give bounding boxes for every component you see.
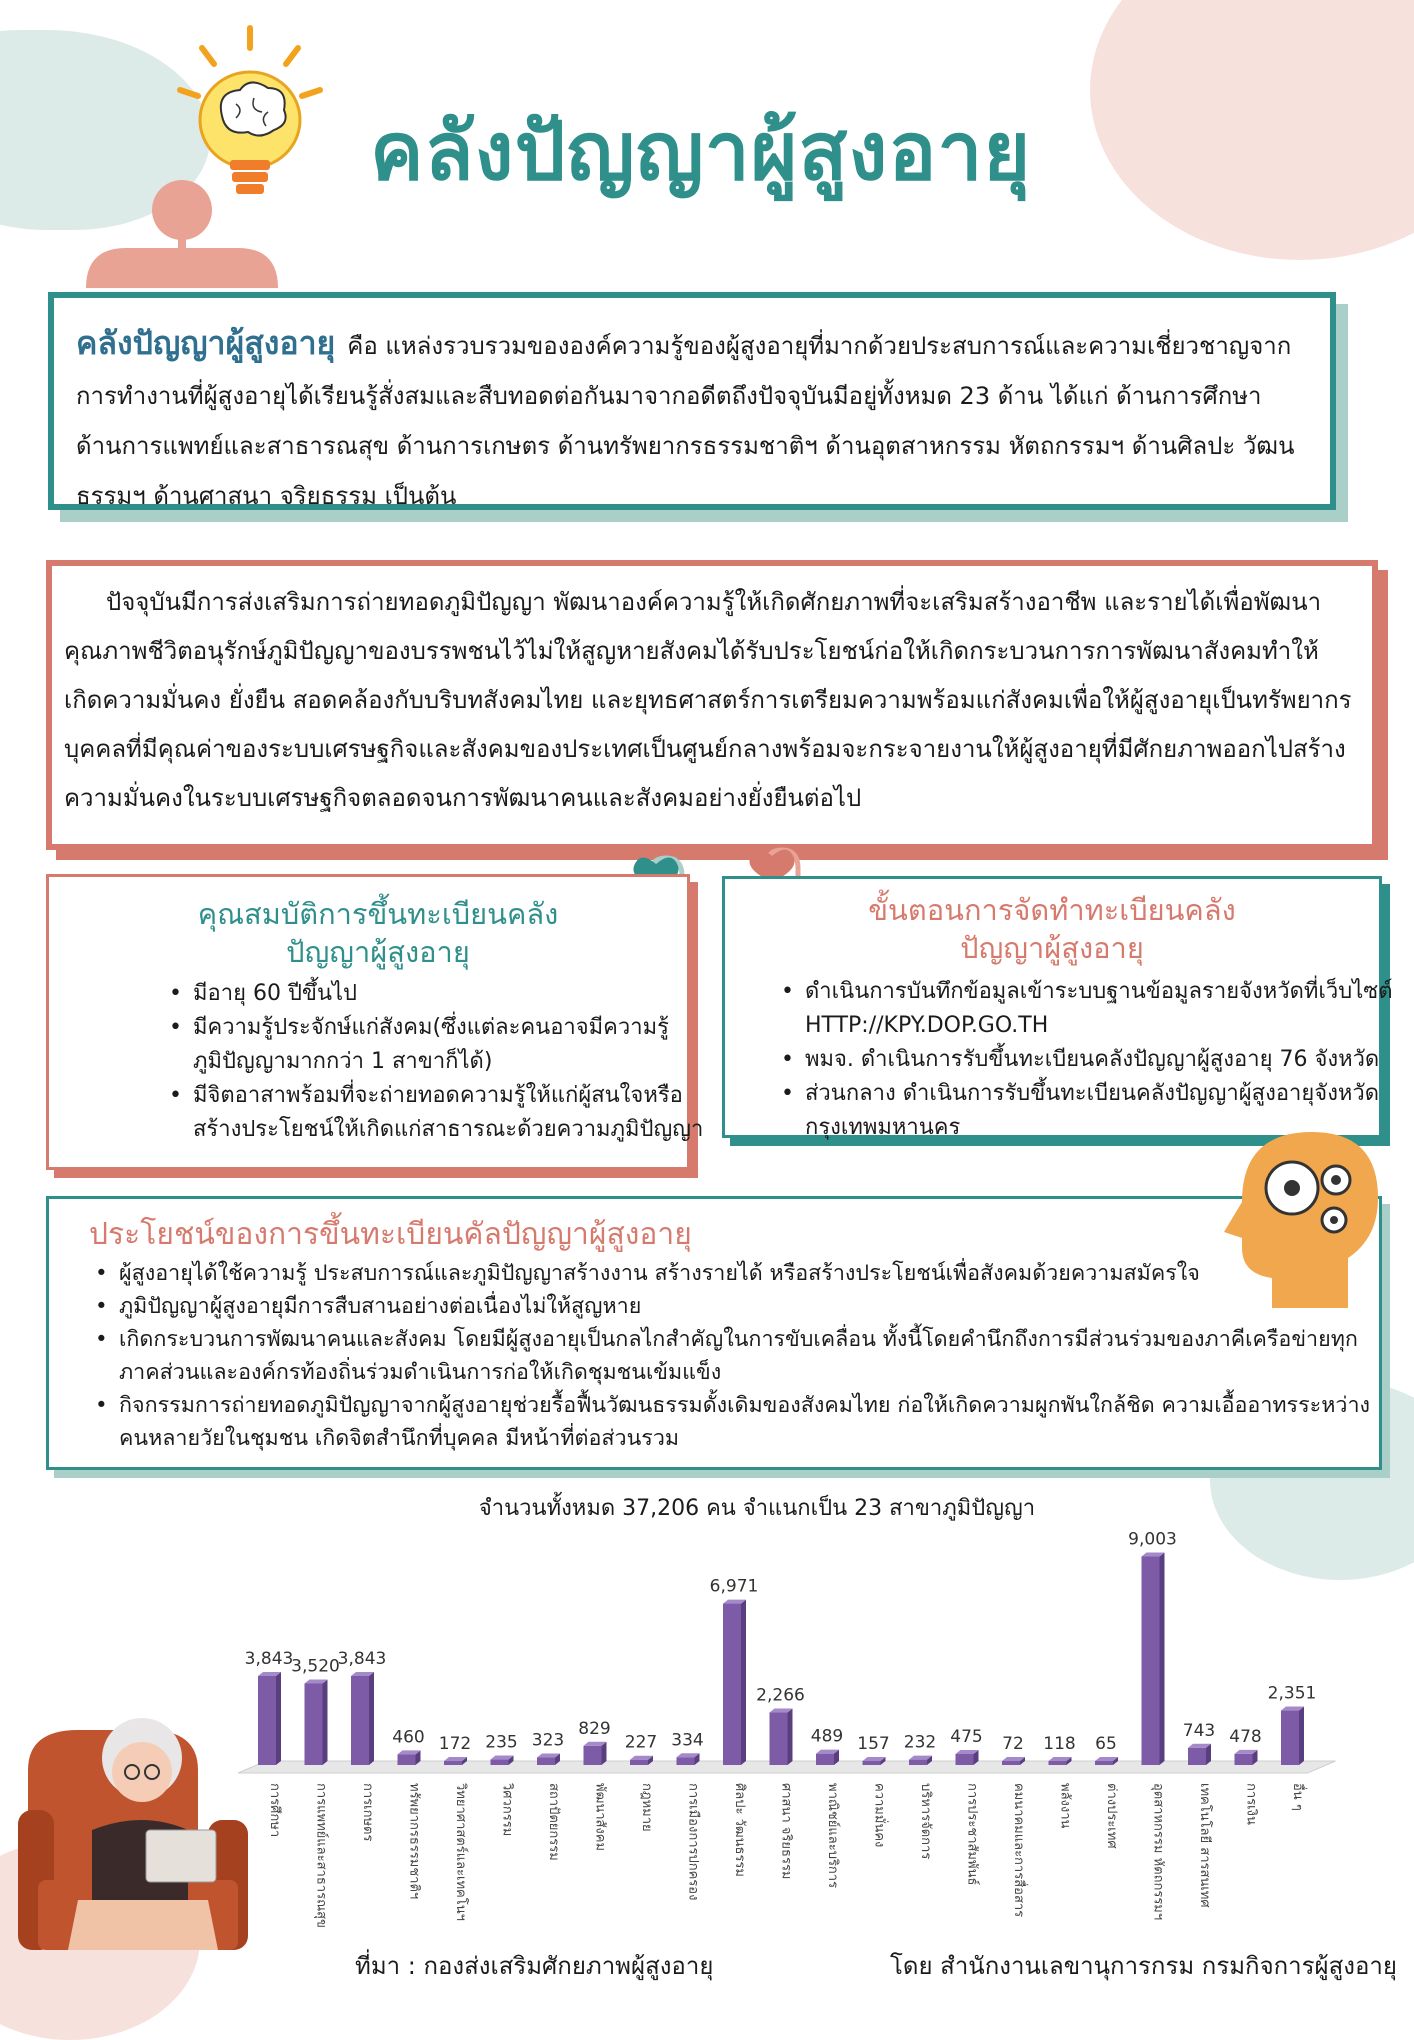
chart-bar <box>863 1761 881 1765</box>
chart-category-label: กฎหมาย <box>639 1783 654 1832</box>
steps-heading: ขั้นตอนการจัดทำทะเบียนคลังปัญญาผู้สูงอายุ <box>868 893 1236 965</box>
list-item: • กิจกรรมการถ่ายทอดภูมิปัญญาจากผู้สูงอายุช่วยรื้อฟื้นวัฒนธรรมดั้งเดิมของสังคมไทย ก่อให้เกิดความผูกพันใกล้ชิด ความเอื้ออาทรระหว่างคนหลายวัยในชุมชน เกิดจิตสำนึกที่บุคคล มีหน้าที่ต่อส่วนรวม <box>101 1389 1381 1455</box>
chart-data-label: 475 <box>950 1727 983 1747</box>
chart-bar <box>491 1760 509 1765</box>
chart-category-label: การเงิน <box>1243 1783 1259 1825</box>
chart-bar <box>677 1757 695 1765</box>
steps-list <box>761 975 1407 1145</box>
chart-bar <box>537 1758 555 1765</box>
chart-data-label: 3,520 <box>291 1656 340 1677</box>
chart-data-label: 2,266 <box>756 1685 805 1706</box>
chart-data-label: 460 <box>392 1727 425 1748</box>
paper-clip-holder-icon <box>82 178 282 298</box>
chart-data-label: 65 <box>1095 1734 1117 1754</box>
registration-steps-box <box>722 876 1393 1140</box>
qualifications-list <box>149 977 715 1147</box>
chart-bar <box>305 1683 323 1765</box>
definition-term: คลังปัญญาผู้สูงอายุ <box>76 324 336 362</box>
chart-category-label: การประชาสัมพันธ์ <box>964 1783 980 1886</box>
list-item: • เกิดกระบวนการพัฒนาคนและสังคม โดยมีผู้สูงอายุเป็นกลไกสำคัญในการขับเคลื่อน ทั้งนี้โดยคำนึกถึงการมีส่วนร่วมของภาคีเครือข่ายทุกภาคส่วนและองค์กรท้องถิ่นร่วมดำเนินการก่อให้เกิดชุมชนเข้มแข็ง <box>101 1323 1381 1389</box>
chart-data-label: 478 <box>1229 1726 1262 1747</box>
list-item: • ดำเนินการบันทึกข้อมูลเข้าระบบฐานข้อมูลรายจังหวัดที่เว็บไซต์ HTTP://KPY.DOP.GO.TH <box>787 975 1407 1043</box>
benefits-list <box>75 1257 1381 1455</box>
chart-category-label: พัฒนาสังคม <box>592 1783 608 1852</box>
list-item: • มีอายุ 60 ปีขึ้นไป <box>175 977 715 1011</box>
chart-bar-side <box>788 1709 793 1765</box>
chart-category-label: พาณิชย์และบริการ <box>825 1783 840 1889</box>
chart-bar <box>1002 1761 1020 1765</box>
chart-bar <box>444 1761 462 1765</box>
list-item: • มีความรู้ประจักษ์แก่สังคม(ซึ่งแต่ละคนอาจมีความรู้ภูมิปัญญามากกว่า 1 สาขาก็ได้) <box>175 1011 715 1079</box>
chart-bar <box>258 1676 276 1765</box>
chart-category-label: คมนาคมและการสื่อสาร <box>1011 1783 1026 1918</box>
chart-bar <box>351 1676 369 1765</box>
chart-bar <box>1142 1557 1160 1765</box>
intro-paragraph: ปัจจุบันมีการส่งเสริมการถ่ายทอดภูมิปัญญา พัฒนาองค์ความรู้ให้เกิดศักยภาพที่จะเสริมสร้างอาชีพ และรายได้เพื่อพัฒนาคุณภาพชีวิตอนุรักษ์ภูมิปัญญาของบรรพชนไว้ไม่ให้สูญหายสังคมได้รับประโยชน์ก่อให้เกิดกระบวนการการพัฒนาสังคมทำให้เกิดความมั่นคง ยั่งยืน สอดคล้องกับบริบทสังคมไทย และยุทธศาสตร์การเตรียมความพร้อมแก่สังคมเพื่อให้ผู้สูงอายุเป็นทรัพยากรบุคคลที่มีคุณค่าของระบบเศรษฐกิจและสังคมของประเทศเป็นศูนย์กลางพร้อมจะกระจายงานให้ผู้สูงอายุที่มีศักยภาพออกไปสร้างความมั่นคงในระบบเศรษฐกิจตลอดจนการพัฒนาคนและสังคมอย่างยั่งยืนต่อไป <box>64 588 1352 812</box>
chart-bar-side <box>602 1742 607 1765</box>
chart-bar <box>1095 1761 1113 1765</box>
chart-category-label: เทคโนโลยี สารสนเทศ <box>1197 1783 1212 1908</box>
chart-category-label: การศึกษา <box>267 1783 282 1838</box>
chart-bar-side <box>1160 1553 1165 1765</box>
chart-bar-side <box>741 1600 746 1765</box>
chart-category-label: ศาสนา จริยธรรม <box>778 1783 794 1880</box>
chart-data-label: 157 <box>857 1734 890 1754</box>
chart-category-label: ต่างประเทศ <box>1104 1783 1119 1849</box>
chart-data-label: 235 <box>485 1732 518 1753</box>
bar-chart <box>230 1500 1340 1930</box>
bg-blob-pink-top <box>1090 0 1414 260</box>
head-gears-icon <box>1212 1128 1382 1318</box>
chart-category-label: ทรัพยากรธรรมชาติฯ <box>406 1783 422 1900</box>
definition-text-block <box>76 318 1306 521</box>
chart-category-label: บริหารจัดการ <box>918 1783 933 1860</box>
chart-data-label: 3,843 <box>244 1649 294 1670</box>
chart-category-label: การแพทย์และสาธารณสุข <box>313 1783 329 1928</box>
chart-bar <box>1235 1754 1253 1765</box>
chart-bar <box>816 1754 834 1765</box>
list-item: • พมจ. ดำเนินการรับขึ้นทะเบียนคลังปัญญาผู้สูงอายุ 76 จังหวัด <box>787 1043 1407 1077</box>
page-title: คลังปัญญาผู้สูงอายุ <box>370 105 1032 198</box>
chart-bar <box>1188 1748 1206 1765</box>
chart-data-label: 232 <box>903 1732 937 1753</box>
chart-data-label: 72 <box>1002 1734 1024 1754</box>
chart-data-label: 489 <box>810 1726 844 1747</box>
benefits-heading: ประโยชน์ของการขึ้นทะเบียนคัลปัญญาผู้สูงอายุ <box>89 1217 692 1252</box>
chart-bar <box>770 1713 788 1765</box>
source-credit: ที่มา : กองส่งเสริมศักยภาพผู้สูงอายุ <box>355 1952 714 1980</box>
list-item: • ส่วนกลาง ดำเนินการรับขึ้นทะเบียนคลังปัญญาผู้สูงอายุจังหวัดกรุงเทพมหานคร <box>787 1077 1407 1145</box>
chart-bar <box>398 1754 416 1765</box>
chart-bar-side <box>276 1672 281 1765</box>
chart-category-label: การเมืองการปกครอง <box>685 1783 701 1901</box>
chart-bar <box>956 1754 974 1765</box>
qualifications-heading: คุณสมบัติการขึ้นทะเบียนคลังปัญญาผู้สูงอายุ <box>197 897 559 969</box>
elderly-woman-laptop-illustration <box>18 1680 258 1980</box>
chart-data-label: 829 <box>578 1718 611 1739</box>
chart-bar <box>909 1760 927 1765</box>
chart-category-label: อุตสาหกรรม หัตถกรรมฯ <box>1150 1783 1166 1921</box>
chart-bar-side <box>1299 1707 1304 1765</box>
intro-paragraph-box <box>46 560 1378 850</box>
chart-bar <box>1049 1761 1067 1765</box>
chart-bar <box>584 1746 602 1765</box>
chart-category-label: ศิลปะ วัฒนธรรม <box>732 1783 747 1877</box>
list-item: • ภูมิปัญญาผู้สูงอายุมีการสืบสานอย่างต่อเนื่องไม่ให้สูญหาย <box>101 1290 1381 1323</box>
chart-bar-side <box>323 1679 328 1765</box>
author-credit: โดย สำนักงานเลขานุการกรม กรมกิจการผู้สูงอายุ <box>890 1952 1397 1980</box>
list-item: • ผู้สูงอายุได้ใช้ความรู้ ประสบการณ์และภูมิปัญญาสร้างงาน สร้างรายได้ หรือสร้างประโยชน์เพื่อสังคมด้วยความสมัครใจ <box>101 1257 1381 1290</box>
chart-data-label: 9,003 <box>1128 1529 1177 1550</box>
chart-data-label: 334 <box>671 1730 704 1751</box>
chart-data-label: 118 <box>1043 1734 1076 1754</box>
chart-data-label: 323 <box>531 1730 565 1751</box>
benefits-box <box>46 1196 1382 1470</box>
chart-data-label: 227 <box>624 1732 658 1753</box>
chart-bar-side <box>369 1672 374 1765</box>
list-item: • มีจิตอาสาพร้อมที่จะถ่ายทอดความรู้ให้แก่ผู้สนใจหรือสร้างประโยชน์ให้เกิดแก่สาธารณะด้วยความภูมิปัญญา <box>175 1079 715 1147</box>
chart-category-label: วิทยาศาสตร์และเทคโนฯ <box>453 1783 468 1921</box>
chart-category-label: สถาปัตยกรรม <box>546 1783 561 1861</box>
chart-data-label: 2,351 <box>1267 1683 1317 1704</box>
chart-category-label: อื่น ๆ <box>1290 1783 1305 1811</box>
chart-data-label: 743 <box>1182 1720 1216 1741</box>
definition-text: คือ แหล่งรวบรวมขององค์ความรู้ของผู้สูงอายุที่มากด้วยประสบการณ์และความเชี่ยวชาญจากการทำงานที่ผู้สูงอายุได้เรียนรู้สั่งสมและสืบทอดต่อกันมาจากอดีตถึงปัจจุบันมีอยู่ทั้งหมด 23 ด้าน ได้แก่ ด้านการศึกษา ด้านการแพทย์และสาธารณสุข ด้านการเกษตร ด้านทรัพยากรธรรมชาติฯ ด้านอุตสาหกรรม หัตถกรรมฯ ด้านศิลปะ วัฒนธรรมฯ ด้านศาสนา จริยธรรม เป็นต้น <box>76 332 1295 510</box>
qualifications-box <box>46 874 704 1170</box>
chart-bar <box>1281 1711 1299 1765</box>
chart-category-label: พลังงาน <box>1057 1783 1073 1829</box>
chart-title: จำนวนทั้งหมด 37,206 คน จำแนกเป็น 23 สาขาภูมิปัญญา <box>478 1496 1036 1521</box>
chart-category-label: การเกษตร <box>360 1783 375 1842</box>
chart-bar <box>630 1760 648 1765</box>
chart-data-label: 172 <box>438 1734 472 1754</box>
chart-data-label: 6,971 <box>709 1576 759 1597</box>
definition-box <box>48 292 1336 510</box>
chart-category-label: ความมั่นคง <box>871 1783 887 1848</box>
chart-category-label: วิศวกรรม <box>499 1783 515 1837</box>
chart-data-label: 3,843 <box>337 1649 387 1670</box>
chart-bar <box>723 1604 741 1765</box>
